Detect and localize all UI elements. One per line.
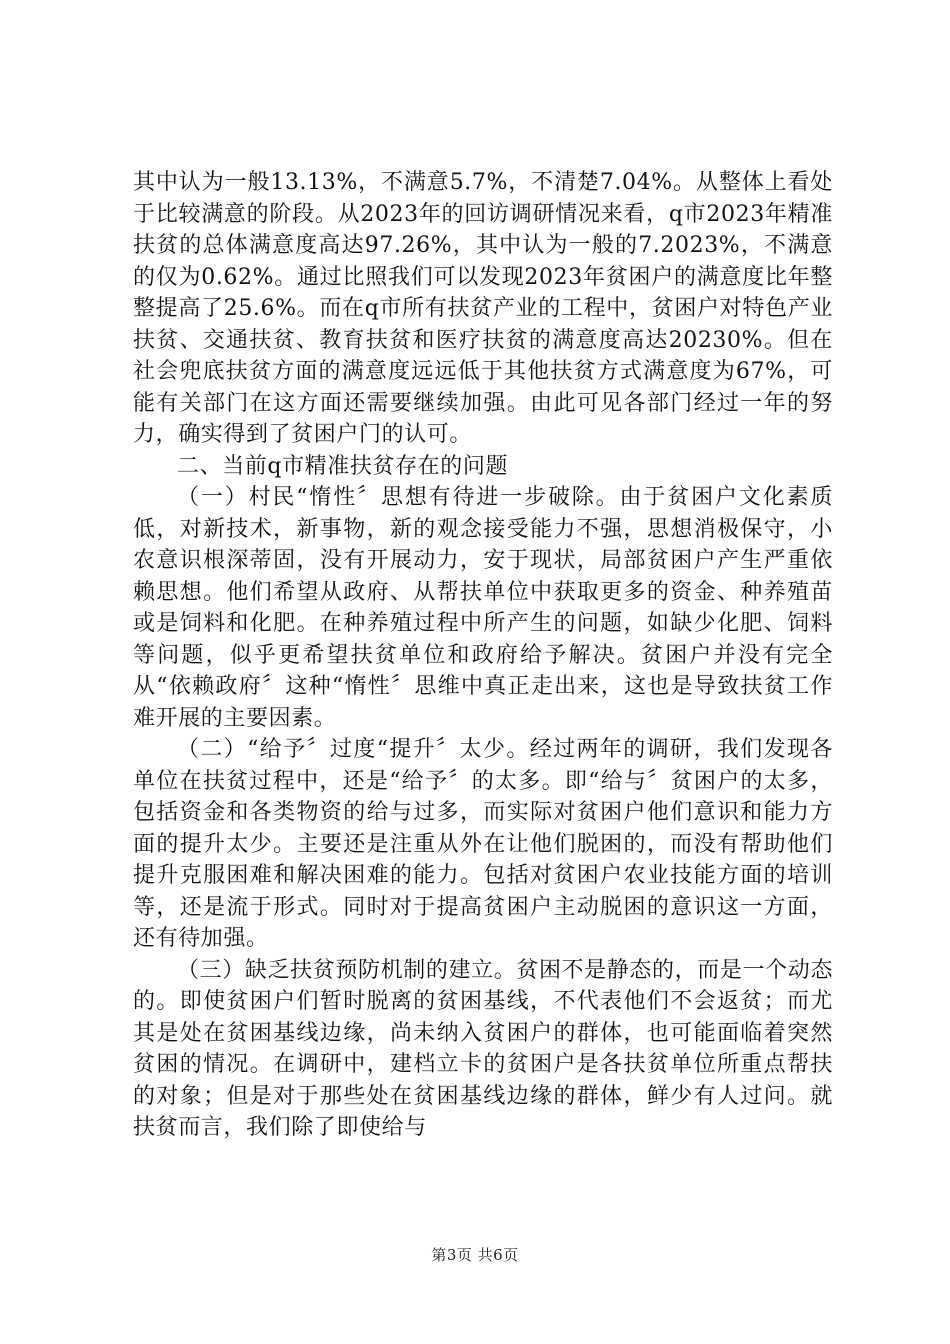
- document-body: [133, 167, 833, 1144]
- paragraph-problem-3: （三）缺乏扶贫预防机制的建立。贫困不是静态的，而是一个动态的。即使贫困户们暂时脱离的贫困基线，不代表他们不会返贫；而尤其是处在贫困基线边缘，尚未纳入贫困户的群体，也可能面临着突然贫困的情况。在调研中，建档立卡的贫困户是各扶贫单位所重点帮扶的对象；但是对于那些处在贫困基线边缘的群体，鲜少有人过问。就扶贫而言，我们除了即使给与: [133, 957, 833, 1140]
- paragraph-problem-1: （一）村民“惰性〞思想有待进一步破除。由于贫困户文化素质低，对新技术，新事物，新的观念接受能力不强，思想消极保守，小农意识根深蒂固，没有开展动力，安于现状，局部贫困户产生严重依赖思想。他们希望从政府、从帮扶单位中获取更多的资金、种养殖苗或是饲料和化肥。在种养殖过程中所产生的问题，如缺少化肥、饲料等问题，似乎更希望扶贫单位和政府给予解决。贫困户并没有完全从“依赖政府〞这种“惰性〞思维中真正走出来，这也是导致扶贫工作难开展的主要因素。: [133, 485, 833, 731]
- page-footer: [0, 1244, 950, 1265]
- paragraph-satisfaction-survey: 其中认为一般13.13%，不满意5.7%，不清楚7.04%。从整体上看处于比较满意的阶段。从2023年的回访调研情况来看，q市2023年精准扶贫的总体满意度高达97.26%，其中认为一般的7.2023%，不满意的仅为0.62%。通过比照我们可以发现2023年贫困户的满意度比年整整提高了25.6%。而在q市所有扶贫产业的工程中，贫困户对特色产业扶贫、交通扶贫、教育扶贫和医疗扶贫的满意度高达20230%。但在社会兜底扶贫方面的满意度远远低于其他扶贫方式满意度为67%，可能有关部门在这方面还需要继续加强。由此可见各部门经过一年的努力，确实得到了贫困户门的认可。: [133, 170, 833, 447]
- page-number-label: 第3页 共6页: [431, 1246, 519, 1264]
- paragraph-problem-2: （二）“给予〞过度“提升〞太少。经过两年的调研，我们发现各单位在扶贫过程中，还是“给予〞的太多。即“给与〞贫困户的太多，包括资金和各类物资的给与过多，而实际对贫困户他们意识和能力方面的提升太少。主要还是注重从外在让他们脱困的，而没有帮助他们提升克服困难和解决困难的能力。包括对贫困户农业技能方面的培训等，还是流于形式。同时对于提高贫困户主动脱困的意识这一方面，还有待加强。: [133, 737, 833, 951]
- section-heading-problems: 二、当前q市精准扶贫存在的问题: [177, 453, 509, 479]
